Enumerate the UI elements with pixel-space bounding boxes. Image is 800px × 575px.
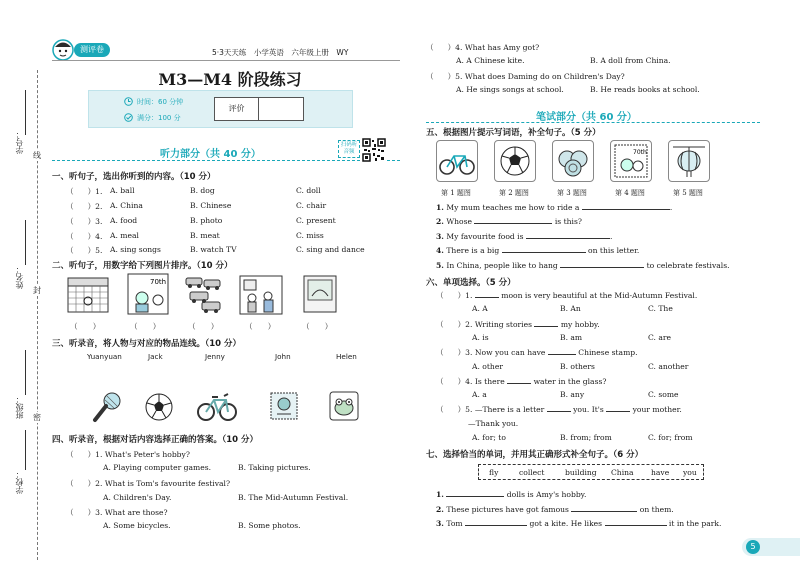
school-input[interactable]	[25, 430, 26, 470]
frog-card-picture[interactable]	[328, 390, 360, 422]
picture-label: 第 4 题图	[615, 189, 645, 197]
option-a: A. Playing computer games.	[103, 463, 212, 472]
person-name[interactable]: John	[275, 352, 291, 361]
bicycle-picture[interactable]	[196, 388, 238, 424]
option-b: B. He reads books at school.	[590, 85, 700, 94]
option-c: C. present	[296, 216, 336, 225]
option-b: B. watch TV	[190, 245, 237, 254]
answer-blank[interactable]	[606, 411, 630, 412]
option-b: B. from; from	[560, 433, 612, 442]
option-b: B. The Mid-Autumn Festival.	[238, 493, 349, 502]
s4-question: （ ）5. What does Daming do on Children's Day?	[426, 72, 625, 81]
order-paren-2[interactable]: （ ）	[130, 322, 161, 331]
s1-row: （ ）4.	[66, 232, 103, 241]
word-bank	[478, 464, 704, 480]
dialogue-reply: —Thank you.	[468, 419, 519, 428]
answer-blank[interactable]	[446, 496, 504, 497]
calendar-picture	[66, 274, 110, 314]
answer-blank[interactable]	[474, 223, 552, 224]
option-a: A. food	[110, 216, 138, 225]
book-picture	[298, 272, 342, 316]
option-c: C. another	[648, 362, 689, 371]
answer-blank[interactable]	[548, 354, 576, 355]
listening-rule	[52, 160, 400, 161]
fill-sentence: 1. dolls is Amy's hobby.	[436, 490, 587, 499]
word-bank-item: China	[611, 468, 634, 477]
binding-margin	[0, 0, 48, 575]
class-label: 班级：	[15, 395, 24, 419]
option-c: C. are	[648, 333, 672, 342]
microphone-picture[interactable]	[90, 390, 124, 424]
option-b: B. dog	[190, 186, 215, 195]
toy-cars-picture	[182, 272, 226, 316]
answer-blank[interactable]	[582, 209, 670, 210]
family-room-picture	[238, 272, 284, 316]
option-a: A. for; to	[472, 433, 506, 442]
person-name[interactable]: Jenny	[205, 352, 225, 361]
section-3-title: 三、听录音，将人物与对应的物品连线。（10 分）	[52, 339, 242, 349]
qr-hint: 扫码听音频	[338, 140, 360, 158]
answer-blank[interactable]	[534, 326, 558, 327]
s4-question: （ ）3. What are those?	[66, 508, 168, 517]
fill-sentence: 2. These pictures have got famous on them.	[436, 505, 674, 514]
qr-code[interactable]	[362, 138, 386, 162]
student-no-field	[14, 130, 26, 220]
option-b: B. photo	[190, 216, 223, 225]
option-b: B. An	[560, 304, 581, 313]
option-b: B. Some photos.	[238, 521, 301, 530]
section-6-title: 六、单项选择。（5 分）	[426, 278, 516, 288]
option-a: A. a	[472, 390, 487, 399]
option-a: A. Children's Day.	[103, 493, 172, 502]
answer-blank[interactable]	[475, 297, 499, 298]
option-a: A. He sings songs at school.	[456, 85, 564, 94]
fill-sentence: 3. Tom got a kite. He likes it in the park.	[436, 519, 722, 528]
test-badge	[52, 38, 114, 62]
badge-mascot-icon	[52, 38, 74, 62]
option-a: A. A	[472, 304, 488, 313]
word-bank-item: building	[565, 468, 597, 477]
option-b: B. A doll from China.	[590, 56, 671, 65]
page-number: 5	[746, 540, 760, 554]
s4-question: （ ）4. What has Amy got?	[426, 43, 540, 52]
section-1-title: 一、听句子，选出你听到的内容。（10 分）	[52, 172, 216, 182]
grade-input[interactable]	[260, 98, 303, 120]
school-label: 学校：	[15, 470, 24, 494]
margin-label-secret: 密	[33, 413, 41, 422]
answer-blank[interactable]	[560, 267, 644, 268]
answer-blank[interactable]	[571, 511, 637, 512]
section-5-title: 五、根据图片提示写词语，补全句子。（5 分）	[426, 128, 601, 138]
option-c: C. some	[648, 390, 679, 399]
option-c: C. chair	[296, 201, 327, 210]
written-rule	[426, 122, 760, 123]
stamp-hint-picture	[610, 140, 652, 182]
choice-question: （ ）5. —There is a letter you. It's your mother.	[436, 405, 682, 414]
order-paren-1[interactable]: （ ）	[70, 322, 101, 331]
word-bank-item: fly	[489, 468, 499, 477]
option-c: C. miss	[296, 231, 324, 240]
student-no-input[interactable]	[25, 90, 26, 135]
page-number-tab	[742, 538, 800, 556]
option-b: B. others	[560, 362, 595, 371]
answer-blank[interactable]	[502, 252, 586, 253]
name-field	[14, 265, 26, 355]
section-2-title: 二、听句子，用数字给下列图片排序。（10 分）	[52, 261, 233, 271]
choice-question: （ ）1. moon is very beautiful at the Mid-Autumn Festival.	[436, 291, 698, 300]
bicycle-hint-picture	[436, 140, 478, 182]
order-paren-5[interactable]: （ ）	[302, 322, 333, 331]
option-a: A. is	[472, 333, 489, 342]
word-bank-item: collect	[519, 468, 545, 477]
option-c: C. for; from	[648, 433, 693, 442]
option-a: A. sing songs	[110, 245, 161, 254]
answer-blank[interactable]	[605, 525, 667, 526]
postcard-70th-picture	[124, 272, 172, 316]
choice-question: （ ）2. Writing stories my hobby.	[436, 320, 600, 329]
header-rule	[52, 60, 400, 61]
fill-sentence: 3. My favourite food is .	[436, 232, 613, 241]
fill-sentence: 5. In China, people like to hang to celebrate festivals.	[436, 261, 730, 270]
picture-label: 第 5 题图	[673, 189, 703, 197]
name-input[interactable]	[25, 220, 26, 265]
fill-sentence: 4. There is a big on this letter.	[436, 246, 640, 255]
s1-row: （ ）1.	[66, 187, 103, 196]
s1-row: （ ）5.	[66, 246, 103, 255]
answer-blank[interactable]	[526, 238, 610, 239]
answer-blank[interactable]	[465, 525, 527, 526]
info-box	[88, 90, 353, 128]
football-picture[interactable]	[144, 392, 174, 422]
badge-label: 测评卷	[74, 43, 110, 57]
option-b: B. Taking pictures.	[238, 463, 311, 472]
time-text: 时间：60 分钟	[137, 98, 184, 106]
option-b: B. am	[560, 333, 583, 342]
s1-row: （ ）2.	[66, 202, 103, 211]
s1-row: （ ）3.	[66, 217, 103, 226]
series-header: 5·3天天练 小学英语 六年级上册 WY	[212, 48, 349, 57]
page-title: M3—M4 阶段练习	[158, 70, 302, 89]
option-a: A. A Chinese kite.	[456, 56, 525, 65]
picture-label: 第 2 题图	[499, 189, 529, 197]
stamp-picture[interactable]	[268, 390, 300, 422]
dashed-cut-line	[37, 70, 38, 560]
check-icon	[124, 113, 133, 124]
person-name[interactable]: Jack	[148, 352, 163, 361]
margin-label-line: 线	[33, 151, 41, 160]
option-c: C. The	[648, 304, 673, 313]
written-title: 笔试部分（共 60 分）	[536, 112, 637, 123]
option-b: B. meat	[190, 231, 220, 240]
football-hint-picture	[494, 140, 536, 182]
name-label: 姓名：	[15, 265, 24, 289]
order-paren-3[interactable]: （ ）	[188, 322, 219, 331]
grade-box	[214, 97, 304, 121]
option-a: A. meal	[110, 231, 139, 240]
margin-label-seal: 封	[33, 286, 41, 295]
section-7-title: 七、选择恰当的单词，并用其正确形式补全句子。（6 分）	[426, 450, 644, 460]
option-a: A. China	[110, 201, 143, 210]
score-text: 满分：100 分	[137, 114, 181, 122]
lantern-hint-picture	[668, 140, 710, 182]
person-name[interactable]: Helen	[336, 352, 357, 361]
grade-label: 评价	[215, 98, 259, 120]
option-b: B. any	[560, 390, 585, 399]
student-no-label: 学号：	[15, 130, 24, 154]
word-bank-item: you	[683, 468, 697, 477]
answer-blank[interactable]	[507, 383, 531, 384]
school-field	[14, 470, 26, 560]
option-c: C. sing and dance	[296, 245, 365, 254]
answer-blank[interactable]	[547, 411, 571, 412]
person-name[interactable]: Yuanyuan	[87, 352, 122, 361]
option-a: A. other	[472, 362, 503, 371]
section-4-title: 四、听录音，根据对话内容选择正确的答案。（10 分）	[52, 435, 259, 445]
fill-sentence: 2. Whose is this?	[436, 217, 582, 226]
choice-question: （ ）3. Now you can have Chinese stamp.	[436, 348, 638, 357]
fill-sentence: 1. My mum teaches me how to ride a .	[436, 203, 673, 212]
choice-question: （ ）4. Is there water in the glass?	[436, 377, 607, 386]
s4-question: （ ）2. What is Tom's favourite festival?	[66, 479, 231, 488]
mooncake-hint-picture	[552, 140, 594, 182]
order-paren-4[interactable]: （ ）	[245, 322, 276, 331]
picture-label: 第 1 题图	[441, 189, 471, 197]
s4-question: （ ）1. What's Peter's hobby?	[66, 450, 190, 459]
class-input[interactable]	[25, 350, 26, 395]
option-a: A. Some bicycles.	[103, 521, 171, 530]
stamp-70th-label: 70th	[633, 149, 647, 156]
word-bank-item: have	[651, 468, 670, 477]
option-a: A. ball	[110, 186, 135, 195]
option-c: C. doll	[296, 186, 321, 195]
picture-label: 第 3 题图	[557, 189, 587, 197]
listening-title: 听力部分（共 40 分）	[160, 149, 261, 160]
clock-icon	[124, 97, 133, 108]
svg-text:70th: 70th	[150, 278, 167, 286]
option-b: B. Chinese	[190, 201, 232, 210]
